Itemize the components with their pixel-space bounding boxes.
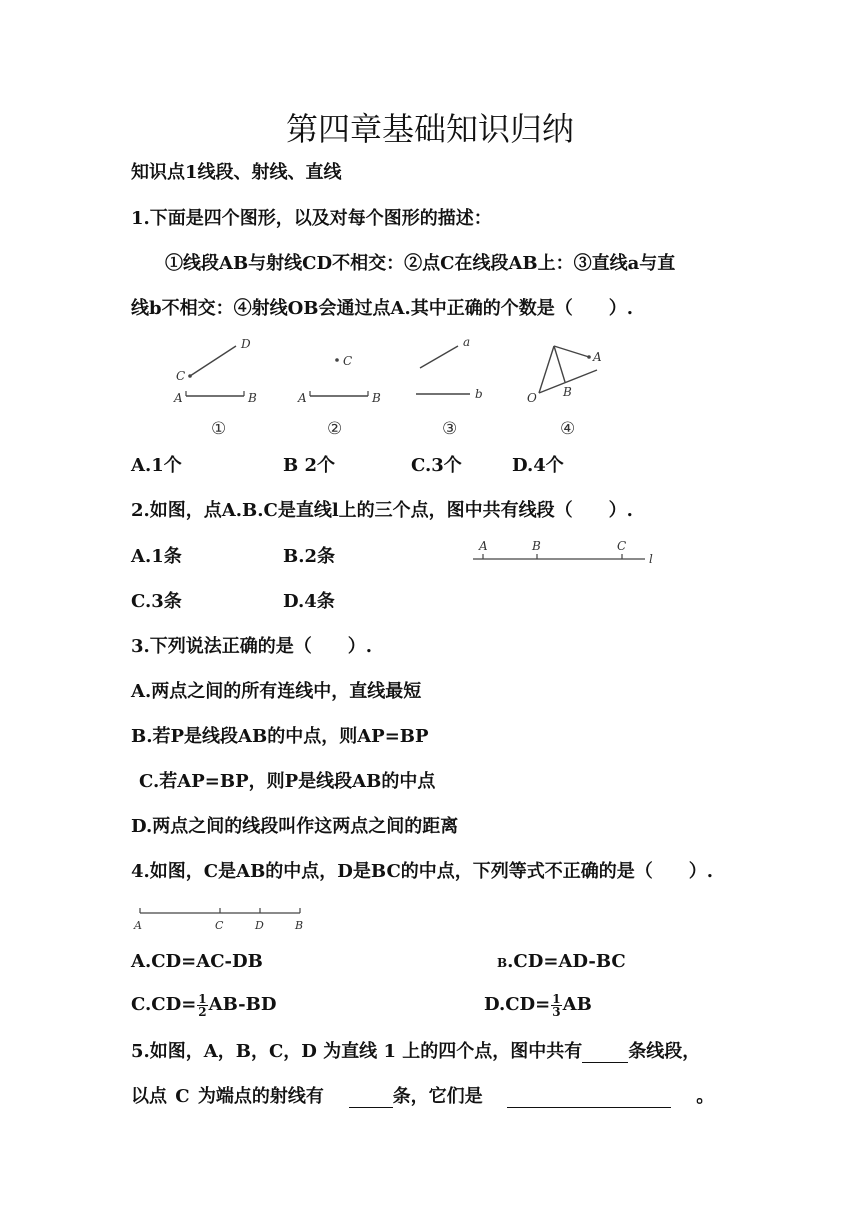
figure-number-1: ①: [211, 419, 227, 439]
q3-option-d: D.两点之间的线段叫作这两点之间的距离: [131, 816, 459, 837]
label-d: D: [241, 337, 251, 351]
q1-option-d: D.4个: [512, 455, 564, 476]
fraction-one-half: [197, 993, 207, 1018]
page-title: 第四章基础知识归纳: [285, 110, 574, 148]
answer-blank-ray-count[interactable]: [349, 1089, 393, 1108]
q3-option-b: B.若P是线段AB的中点，则AP=BP: [131, 726, 429, 747]
label-a: A: [134, 919, 142, 932]
point-c: [188, 374, 192, 378]
fraction-one-third: [551, 993, 561, 1018]
q5-line1-prefix: 5.如图，A，B，C，D 为直线 1 上的四个点，图中共有: [131, 1041, 583, 1062]
q4-stem: 4.如图，C是AB的中点，D是BC的中点，下列等式不正确的是（ ）.: [131, 861, 714, 882]
label-o: O: [527, 391, 537, 405]
q3-stem: 3.下列说法正确的是（ ）.: [131, 636, 373, 657]
option-c-suffix: AB-BD: [208, 994, 277, 1015]
q2-option-a: A.1条: [131, 546, 182, 567]
label-a: A: [593, 350, 602, 364]
q4-option-d: [484, 986, 592, 1024]
line-a: [420, 346, 458, 368]
option-d-prefix: D.CD=: [484, 994, 551, 1015]
point-c: [335, 358, 339, 362]
q3-option-c: C.若AP=BP，则P是线段AB的中点: [139, 771, 436, 792]
figure-number-3: ③: [442, 419, 458, 439]
fraction-numerator: 1: [552, 991, 561, 1006]
q1-stem: 1.下面是四个图形，以及对每个图形的描述：: [131, 208, 492, 229]
q3-option-a: A.两点之间的所有连线中，直线最短: [131, 681, 422, 702]
option-d-suffix: AB: [562, 994, 592, 1015]
fraction-denominator: 3: [552, 1004, 561, 1019]
label-b: B: [532, 539, 541, 553]
q5-line2-middle: 条，它们是: [392, 1086, 483, 1107]
point-a: [587, 355, 591, 359]
label-c: C: [617, 539, 627, 553]
q1-desc-line2: 线b不相交：④射线OB会通过点A.其中正确的个数是（ ）.: [131, 298, 633, 319]
q2-option-b: B.2条: [283, 546, 336, 567]
q5-line2: [131, 1086, 714, 1108]
q5-line1: [131, 1041, 700, 1063]
q4-option-a: A.CD=AC-DB: [131, 951, 263, 972]
q4-option-c: [131, 986, 276, 1024]
option-c-prefix: C.CD=: [131, 994, 197, 1015]
label-b: B: [248, 391, 257, 405]
q1-option-b: B 2个: [283, 455, 336, 476]
q4-figure: [130, 903, 320, 933]
q2-figure: [465, 535, 665, 570]
q5-line1-suffix: 条线段，: [628, 1041, 701, 1062]
option-b-text: .CD=AD-BC: [507, 951, 626, 972]
q1-figure-3: [416, 335, 483, 439]
figure-number-4: ④: [560, 419, 576, 439]
label-c: C: [176, 369, 186, 383]
label-c: C: [343, 354, 353, 368]
label-l: l: [649, 552, 653, 566]
label-b: B: [563, 385, 572, 399]
q5-line2-suffix: 。: [696, 1086, 715, 1107]
q5-line2-prefix: 以点 C 为端点的射线有: [131, 1086, 324, 1107]
figure-number-2: ②: [327, 419, 343, 439]
option-b-letter: B: [497, 956, 508, 970]
label-c: C: [215, 919, 224, 932]
q2-option-d: D.4条: [283, 591, 335, 612]
segment-top: [554, 346, 589, 357]
q1-figures: [150, 330, 630, 445]
label-a: A: [174, 391, 183, 405]
ray-oc: [539, 346, 554, 393]
q1-option-c: C.3个: [411, 455, 462, 476]
label-b: B: [295, 919, 304, 932]
label-d: D: [255, 919, 264, 932]
q2-stem: 2.如图，点A.B.C是直线l上的三个点，图中共有线段（ ）.: [131, 500, 633, 521]
label-a: A: [298, 391, 307, 405]
fraction-denominator: 2: [198, 1004, 207, 1019]
q2-option-c: C.3条: [131, 591, 182, 612]
q4-option-b: [497, 951, 626, 974]
ray-cd: [190, 346, 236, 376]
q1-figure-1: [173, 337, 257, 439]
fraction-numerator: 1: [198, 991, 207, 1006]
label-b-lower: b: [475, 387, 483, 401]
answer-blank-segments[interactable]: [582, 1044, 628, 1063]
q1-figure-4: [527, 346, 602, 439]
label-b: B: [372, 391, 381, 405]
segment-to-b: [554, 346, 565, 382]
label-a-lower: a: [463, 335, 471, 349]
label-a: A: [479, 539, 488, 553]
q1-option-a: A.1个: [131, 455, 182, 476]
section-heading: 知识点1线段、射线、直线: [131, 162, 342, 183]
answer-blank-ray-names[interactable]: [507, 1089, 671, 1108]
q1-figure-2: [297, 354, 381, 439]
q1-desc-line1: ①线段AB与射线CD不相交：②点C在线段AB上：③直线a与直: [165, 253, 676, 274]
